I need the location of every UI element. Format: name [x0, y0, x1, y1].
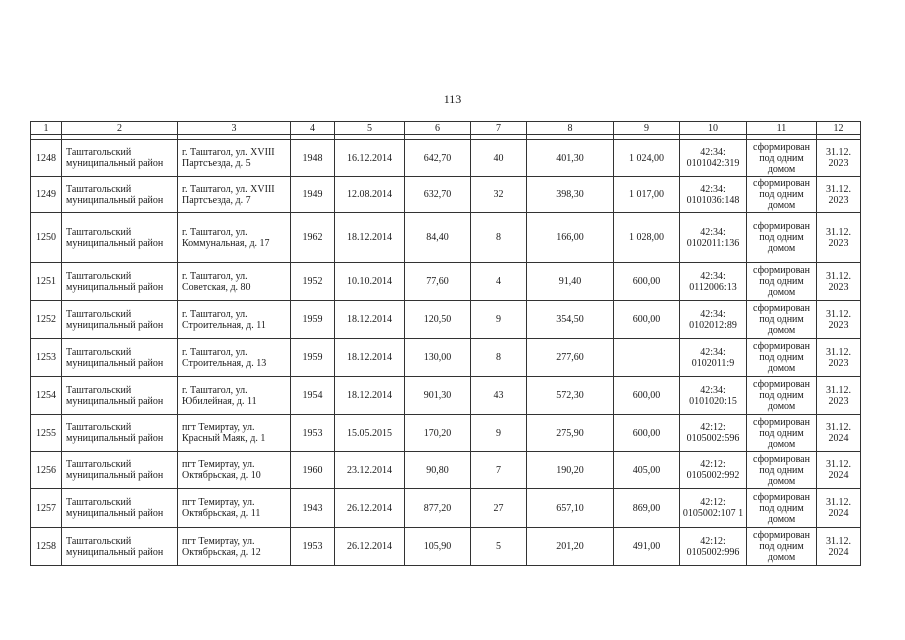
cell-cad: 42:12: 0105002:996: [680, 528, 747, 566]
cell-c6: 877,20: [405, 489, 471, 528]
cell-c7: 8: [471, 339, 527, 377]
cell-status: сформирован под одним домом: [747, 339, 817, 377]
column-header: 7: [471, 122, 527, 135]
cell-address: пгт Темиртау, ул. Октябрьская, д. 10: [178, 452, 291, 489]
cell-cad: 42:34: 0101020:15: [680, 377, 747, 415]
cell-c6: 642,70: [405, 140, 471, 177]
table-row: [31, 415, 861, 452]
table-row: [31, 489, 861, 528]
housing-table: [30, 121, 861, 566]
cell-c7: 4: [471, 263, 527, 301]
column-header: 1: [31, 122, 62, 135]
cell-status: сформирован под одним домом: [747, 177, 817, 213]
cell-district: Таштагольский муниципальный район: [62, 213, 178, 263]
column-header: 11: [747, 122, 817, 135]
cell-cad: 42:34: 0102011:136: [680, 213, 747, 263]
cell-no: 1252: [31, 301, 62, 339]
table-row: [31, 140, 861, 177]
cell-status: сформирован под одним домом: [747, 489, 817, 528]
cell-c6: 632,70: [405, 177, 471, 213]
table-row: [31, 452, 861, 489]
cell-cad: 42:34: 0101042:319: [680, 140, 747, 177]
cell-district: Таштагольский муниципальный район: [62, 301, 178, 339]
cell-deadline: 31.12. 2023: [817, 140, 861, 177]
cell-address: г. Таштагол, ул. Юбилейная, д. 11: [178, 377, 291, 415]
cell-year: 1959: [291, 339, 335, 377]
cell-cad: 42:12: 0105002:107 1: [680, 489, 747, 528]
cell-c9: 869,00: [614, 489, 680, 528]
cell-c6: 901,30: [405, 377, 471, 415]
cell-c9: 600,00: [614, 377, 680, 415]
table-row: [31, 263, 861, 301]
cell-c7: 43: [471, 377, 527, 415]
cell-district: Таштагольский муниципальный район: [62, 339, 178, 377]
cell-year: 1960: [291, 452, 335, 489]
column-header: 3: [178, 122, 291, 135]
cell-c7: 7: [471, 452, 527, 489]
cell-no: 1255: [31, 415, 62, 452]
cell-deadline: 31.12. 2023: [817, 213, 861, 263]
cell-c8: 190,20: [527, 452, 614, 489]
cell-no: 1251: [31, 263, 62, 301]
cell-no: 1254: [31, 377, 62, 415]
cell-status: сформирован под одним домом: [747, 301, 817, 339]
cell-cad: 42:12: 0105002:596: [680, 415, 747, 452]
cell-date: 18.12.2014: [335, 377, 405, 415]
cell-year: 1948: [291, 140, 335, 177]
cell-district: Таштагольский муниципальный район: [62, 140, 178, 177]
cell-c8: 201,20: [527, 528, 614, 566]
cell-c6: 84,40: [405, 213, 471, 263]
cell-c9: 600,00: [614, 263, 680, 301]
cell-no: 1258: [31, 528, 62, 566]
table-body: [31, 135, 861, 566]
cell-c8: 277,60: [527, 339, 614, 377]
cell-c8: 166,00: [527, 213, 614, 263]
cell-address: г. Таштагол, ул. Советская, д. 80: [178, 263, 291, 301]
cell-c6: 130,00: [405, 339, 471, 377]
cell-status: сформирован под одним домом: [747, 140, 817, 177]
cell-status: сформирован под одним домом: [747, 377, 817, 415]
cell-date: 10.10.2014: [335, 263, 405, 301]
cell-deadline: 31.12. 2023: [817, 301, 861, 339]
cell-deadline: 31.12. 2024: [817, 415, 861, 452]
cell-c9: 405,00: [614, 452, 680, 489]
cell-district: Таштагольский муниципальный район: [62, 528, 178, 566]
cell-district: Таштагольский муниципальный район: [62, 452, 178, 489]
cell-district: Таштагольский муниципальный район: [62, 263, 178, 301]
cell-c9: 600,00: [614, 301, 680, 339]
column-header: 2: [62, 122, 178, 135]
cell-c7: 5: [471, 528, 527, 566]
cell-address: г. Таштагол, ул. Строительная, д. 11: [178, 301, 291, 339]
cell-status: сформирован под одним домом: [747, 528, 817, 566]
cell-year: 1949: [291, 177, 335, 213]
column-header: 6: [405, 122, 471, 135]
cell-cad: 42:34: 0112006:13: [680, 263, 747, 301]
column-header: 12: [817, 122, 861, 135]
table-row: [31, 213, 861, 263]
cell-c7: 8: [471, 213, 527, 263]
cell-c6: 105,90: [405, 528, 471, 566]
cell-cad: 42:12: 0105002:992: [680, 452, 747, 489]
cell-cad: 42:34: 0102011:9: [680, 339, 747, 377]
table-row: [31, 177, 861, 213]
cell-no: 1257: [31, 489, 62, 528]
cell-c6: 90,80: [405, 452, 471, 489]
cell-c8: 275,90: [527, 415, 614, 452]
cell-c7: 9: [471, 301, 527, 339]
cell-deadline: 31.12. 2024: [817, 489, 861, 528]
page-number: 113: [443, 92, 462, 106]
column-header: 4: [291, 122, 335, 135]
cell-address: г. Таштагол, ул. XVIII Партсъезда, д. 5: [178, 140, 291, 177]
cell-address: пгт Темиртау, ул. Красный Маяк, д. 1: [178, 415, 291, 452]
cell-year: 1959: [291, 301, 335, 339]
cell-cad: 42:34: 0102012:89: [680, 301, 747, 339]
cell-deadline: 31.12. 2024: [817, 452, 861, 489]
cell-status: сформирован под одним домом: [747, 452, 817, 489]
column-header: 5: [335, 122, 405, 135]
cell-date: 12.08.2014: [335, 177, 405, 213]
cell-c8: 91,40: [527, 263, 614, 301]
cell-status: сформирован под одним домом: [747, 415, 817, 452]
cell-address: пгт Темиртау, ул. Октябрьская, д. 12: [178, 528, 291, 566]
cell-date: 15.05.2015: [335, 415, 405, 452]
cell-c6: 77,60: [405, 263, 471, 301]
cell-status: сформирован под одним домом: [747, 213, 817, 263]
cell-c6: 120,50: [405, 301, 471, 339]
cell-deadline: 31.12. 2023: [817, 177, 861, 213]
cell-year: 1943: [291, 489, 335, 528]
column-header: 8: [527, 122, 614, 135]
cell-year: 1953: [291, 528, 335, 566]
cell-date: 23.12.2014: [335, 452, 405, 489]
cell-deadline: 31.12. 2023: [817, 377, 861, 415]
cell-district: Таштагольский муниципальный район: [62, 177, 178, 213]
cell-deadline: 31.12. 2023: [817, 339, 861, 377]
cell-c8: 398,30: [527, 177, 614, 213]
cell-year: 1952: [291, 263, 335, 301]
cell-c9: 600,00: [614, 415, 680, 452]
cell-c9: 1 024,00: [614, 140, 680, 177]
cell-status: сформирован под одним домом: [747, 263, 817, 301]
cell-year: 1954: [291, 377, 335, 415]
cell-address: г. Таштагол, ул. XVIII Партсъезда, д. 7: [178, 177, 291, 213]
cell-cad: 42:34: 0101036:148: [680, 177, 747, 213]
cell-district: Таштагольский муниципальный район: [62, 489, 178, 528]
cell-c9: 491,00: [614, 528, 680, 566]
cell-c9: 1 017,00: [614, 177, 680, 213]
table-row: [31, 339, 861, 377]
cell-c9: [614, 339, 680, 377]
table-row: [31, 377, 861, 415]
cell-date: 18.12.2014: [335, 213, 405, 263]
cell-c7: 9: [471, 415, 527, 452]
table-row: [31, 301, 861, 339]
column-header: 9: [614, 122, 680, 135]
cell-c8: 572,30: [527, 377, 614, 415]
cell-deadline: 31.12. 2024: [817, 528, 861, 566]
cell-address: г. Таштагол, ул. Строительная, д. 13: [178, 339, 291, 377]
cell-no: 1250: [31, 213, 62, 263]
header-row: [31, 122, 861, 135]
cell-no: 1253: [31, 339, 62, 377]
cell-year: 1962: [291, 213, 335, 263]
cell-deadline: 31.12. 2023: [817, 263, 861, 301]
cell-c7: 32: [471, 177, 527, 213]
cell-date: 18.12.2014: [335, 301, 405, 339]
cell-c8: 401,30: [527, 140, 614, 177]
cell-c7: 40: [471, 140, 527, 177]
cell-date: 18.12.2014: [335, 339, 405, 377]
cell-c8: 657,10: [527, 489, 614, 528]
cell-c6: 170,20: [405, 415, 471, 452]
cell-year: 1953: [291, 415, 335, 452]
cell-address: пгт Темиртау, ул. Октябрьская, д. 11: [178, 489, 291, 528]
cell-date: 16.12.2014: [335, 140, 405, 177]
cell-no: 1249: [31, 177, 62, 213]
cell-c7: 27: [471, 489, 527, 528]
column-header: 10: [680, 122, 747, 135]
cell-date: 26.12.2014: [335, 528, 405, 566]
table-row: [31, 528, 861, 566]
cell-c8: 354,50: [527, 301, 614, 339]
cell-no: 1256: [31, 452, 62, 489]
cell-date: 26.12.2014: [335, 489, 405, 528]
cell-district: Таштагольский муниципальный район: [62, 377, 178, 415]
cell-no: 1248: [31, 140, 62, 177]
cell-c9: 1 028,00: [614, 213, 680, 263]
cell-address: г. Таштагол, ул. Коммунальная, д. 17: [178, 213, 291, 263]
cell-district: Таштагольский муниципальный район: [62, 415, 178, 452]
